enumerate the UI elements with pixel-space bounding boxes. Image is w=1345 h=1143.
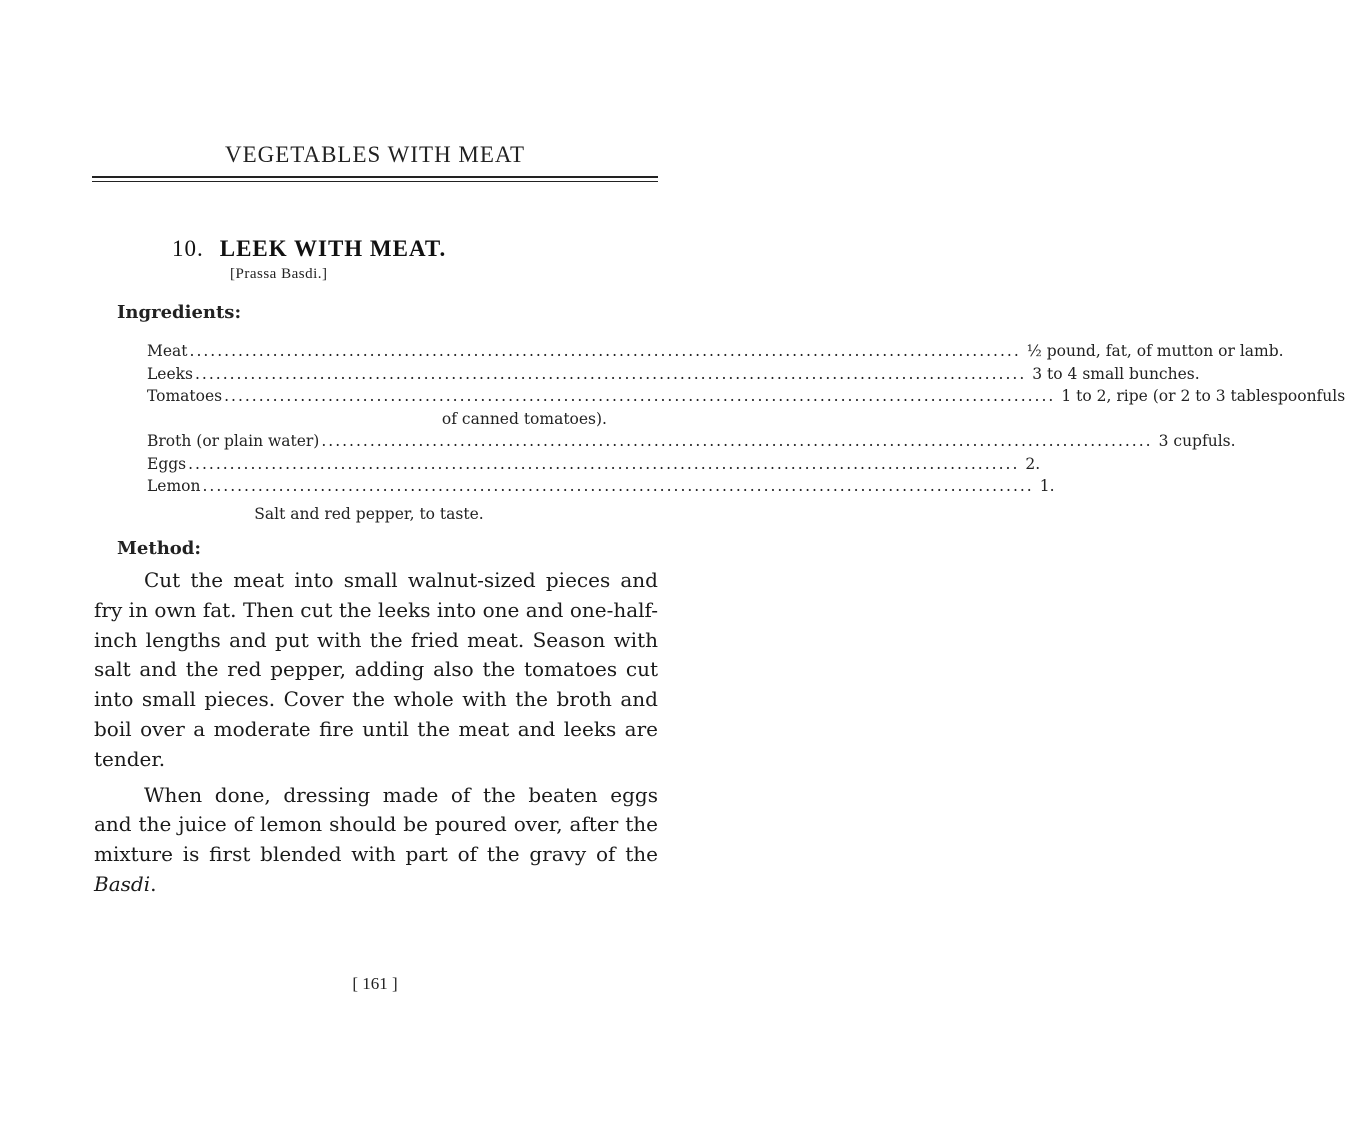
recipe-number: 10. (172, 236, 204, 261)
ingredient-quantity: 3 cupfuls. (1158, 432, 1236, 450)
ingredient-name: Tomatoes (147, 387, 223, 405)
method-paragraph (94, 781, 658, 900)
leader-dots: ........................................................................................................................ (224, 387, 1056, 405)
ingredient-name: Broth (or plain water) (147, 432, 320, 450)
ingredient-name: Leeks (147, 364, 193, 383)
method-text (94, 566, 658, 906)
method-paragraph: Cut the meat into small walnut-sized pieces and fry in own fat. Then cut the leeks into one and one-half-inch lengths and put with the fried meat. Season with salt and the red pepper, adding also the tomatoes cut into small pieces. Cover the whole with the broth and boil over a moderate fire until the meat and leeks are tender. (94, 568, 658, 771)
ingredient-row (147, 363, 1200, 386)
recipe-title-text: LEEK WITH MEAT. (219, 236, 447, 261)
ingredient-row (147, 453, 1041, 476)
method-paragraph-end: . (150, 871, 157, 896)
recipe-title (172, 236, 446, 262)
leader-dots: ........................................................................................................................ (321, 432, 1153, 450)
ingredients-label: Ingredients: (117, 302, 242, 323)
dish-name-italic: Basdi (94, 871, 151, 896)
leader-dots: ........................................................................................................................ (202, 477, 1034, 495)
ingredient-name: Meat (147, 342, 188, 360)
recipe-subtitle: [Prassa Basdi.] (230, 266, 328, 282)
ingredient-quantity: ½ pound, fat, of mutton or lamb. (1026, 342, 1284, 360)
ingredient-row (147, 385, 1345, 408)
ingredient-quantity: 2. (1025, 454, 1041, 473)
method-label: Method: (117, 538, 202, 559)
ingredient-quantity: 3 to 4 small bunches. (1032, 364, 1200, 383)
header-rule-thick (92, 176, 658, 178)
leader-dots: ........................................................................................................................ (195, 364, 1027, 383)
ingredient-row (147, 430, 1236, 453)
header-rule-thin (92, 181, 658, 182)
ingredient-name: Eggs (147, 454, 187, 473)
leader-dots: ........................................................................................................................ (189, 342, 1021, 360)
ingredient-name: Lemon (147, 477, 201, 495)
method-paragraph-text: When done, dressing made of the beaten eggs and the juice of lemon should be poured over, after the mixture is first blended with part of the gravy of the (94, 782, 658, 867)
ingredient-row (147, 340, 1284, 363)
page-number: [ 161 ] (352, 974, 398, 993)
running-head: VEGETABLES WITH MEAT (224, 142, 526, 167)
leader-dots: ........................................................................................................................ (188, 454, 1020, 473)
ingredients-list (147, 340, 1345, 525)
ingredient-quantity: 1 to 2, ripe (or 2 to 3 tablespoonfuls (1061, 387, 1345, 405)
ingredient-continuation: of canned tomatoes). (441, 409, 607, 428)
ingredient-quantity: 1. (1039, 477, 1055, 495)
ingredient-row (147, 475, 1055, 498)
seasoning-note: Salt and red pepper, to taste. (254, 504, 484, 523)
